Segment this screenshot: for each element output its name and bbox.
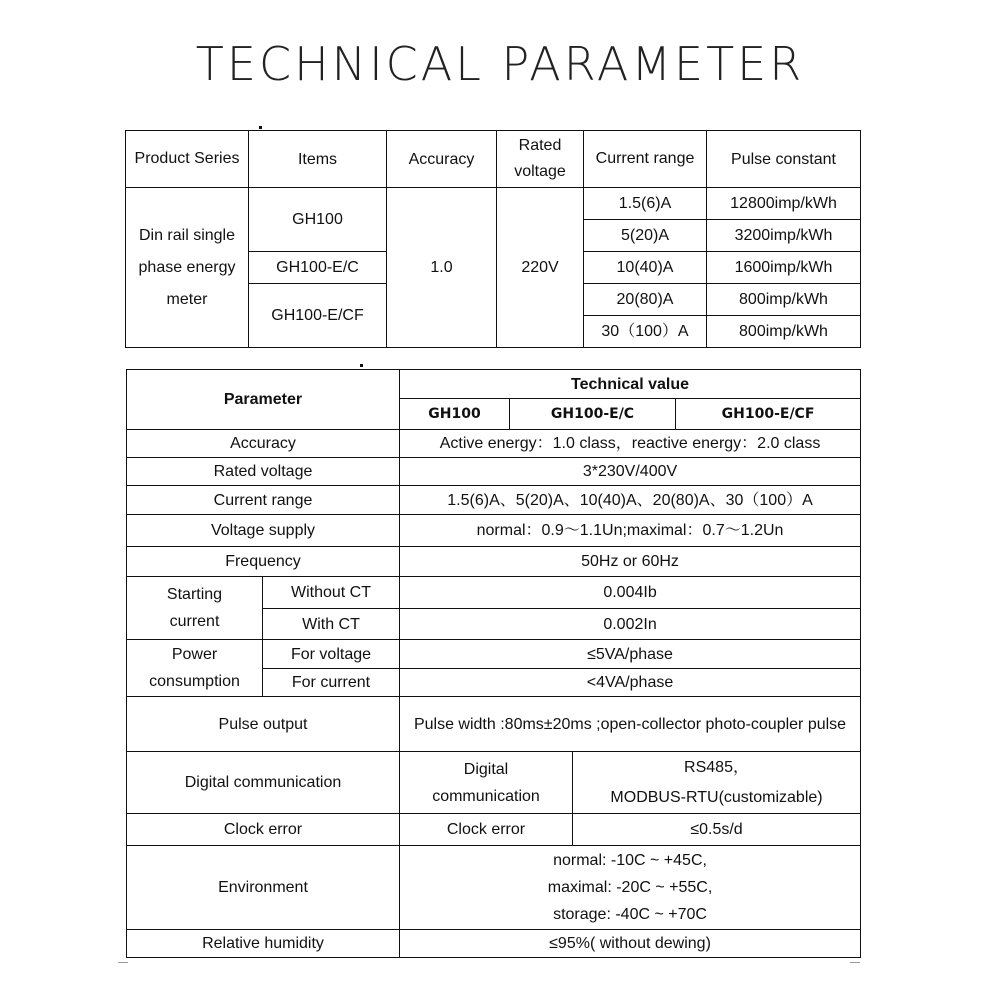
page-title: TECHNICAL PARAMETER — [195, 37, 805, 91]
table-row — [127, 697, 861, 752]
label-for-current: For current — [263, 669, 400, 697]
parameter-table — [126, 369, 861, 958]
label-clock-error: Clock error — [127, 814, 400, 846]
label-current-range: Current range — [127, 486, 400, 515]
current-range-cell: 1.5(6)A — [584, 188, 707, 220]
current-range-cell: 20(80)A — [584, 284, 707, 316]
label-voltage-supply: Voltage supply — [127, 515, 400, 547]
value-digital-communication — [573, 752, 861, 814]
label-accuracy: Accuracy — [127, 430, 400, 458]
pulse-constant-cell: 1600imp/kWh — [707, 252, 861, 284]
table-row — [126, 188, 861, 220]
value-for-current: <4VA/phase — [400, 669, 861, 697]
label-relative-humidity: Relative humidity — [127, 930, 400, 958]
table-row — [127, 547, 861, 577]
table-header-row — [126, 131, 861, 188]
label-power-consumption: Power consumption — [127, 640, 263, 697]
label-starting-current: Starting current — [127, 577, 263, 640]
current-range-cell: 5(20)A — [584, 220, 707, 252]
item-cell: GH100-E/C — [249, 252, 387, 284]
table-row — [127, 515, 861, 547]
current-range-cell: 30（100）A — [584, 316, 707, 348]
table-row — [127, 930, 861, 958]
label-frequency: Frequency — [127, 547, 400, 577]
value-clock-error: ≤0.5s/d — [573, 814, 861, 846]
accuracy-cell: 1.0 — [387, 188, 497, 348]
rated-voltage-cell: 220V — [497, 188, 584, 348]
table-row — [127, 846, 861, 930]
current-range-cell: 10(40)A — [584, 252, 707, 284]
header-technical-value: Technical value — [400, 370, 861, 399]
value-current-range: 1.5(6)A、5(20)A、10(40)A、20(80)A、30（100）A — [400, 486, 861, 515]
header-rated-voltage: Rated voltage — [497, 131, 584, 188]
table-row — [127, 458, 861, 486]
label-rated-voltage: Rated voltage — [127, 458, 400, 486]
item-cell: GH100 — [249, 188, 387, 252]
header-model-gh100-ecf: GH100-E/CF — [676, 399, 861, 430]
pulse-constant-cell: 12800imp/kWh — [707, 188, 861, 220]
decorative-dot — [360, 364, 363, 367]
value-accuracy: Active energy：1.0 class，reactive energy：2.0 class — [400, 430, 861, 458]
table-row — [127, 486, 861, 515]
value-env-maximal: maximal: -20C ~ +55C, — [547, 879, 713, 896]
decorative-dot — [259, 126, 262, 129]
header-model-gh100: GH100 — [400, 399, 510, 430]
header-pulse-constant: Pulse constant — [707, 131, 861, 188]
table-row — [127, 814, 861, 846]
value-env-normal: normal: -10C ~ +45C, — [553, 852, 707, 869]
label-pulse-output: Pulse output — [127, 697, 400, 752]
value-with-ct: 0.002In — [400, 609, 861, 640]
value-without-ct: 0.004Ib — [400, 577, 861, 609]
header-current-range: Current range — [584, 131, 707, 188]
sublabel-clock-error: Clock error — [400, 814, 573, 846]
crop-mark — [118, 962, 128, 963]
pulse-constant-cell: 800imp/kWh — [707, 316, 861, 348]
table-row — [127, 577, 861, 609]
table-header-row — [127, 370, 861, 399]
crop-mark — [850, 962, 860, 963]
product-series-cell: Din rail single phase energy meter — [126, 188, 249, 348]
header-model-gh100-ec: GH100-E/C — [510, 399, 676, 430]
value-voltage-supply: normal：0.9～1.1Un;maximal：0.7～1.2Un — [400, 515, 861, 547]
label-digital-communication: Digital communication — [127, 752, 400, 814]
item-cell: GH100-E/CF — [249, 284, 387, 348]
table-row — [127, 640, 861, 669]
value-pulse-output: Pulse width :80ms±20ms ;open-collector photo-coupler pulse — [400, 697, 861, 752]
value-modbus: MODBUS-RTU(customizable) — [610, 788, 823, 806]
header-parameter: Parameter — [127, 370, 400, 430]
value-env-storage: storage: -40C ~ +70C — [553, 906, 707, 923]
pulse-constant-cell: 3200imp/kWh — [707, 220, 861, 252]
label-environment: Environment — [127, 846, 400, 930]
label-without-ct: Without CT — [263, 577, 400, 609]
value-rs485: RS485， — [684, 758, 749, 776]
value-relative-humidity: ≤95%( without dewing) — [400, 930, 861, 958]
value-rated-voltage: 3*230V/400V — [400, 458, 861, 486]
header-product-series: Product Series — [126, 131, 249, 188]
value-for-voltage: ≤5VA/phase — [400, 640, 861, 669]
value-environment — [400, 846, 861, 930]
pulse-constant-cell: 800imp/kWh — [707, 284, 861, 316]
product-table — [125, 130, 861, 348]
sublabel-digital-communication: Digital communication — [400, 752, 573, 814]
label-for-voltage: For voltage — [263, 640, 400, 669]
header-items: Items — [249, 131, 387, 188]
label-with-ct: With CT — [263, 609, 400, 640]
table-row — [127, 430, 861, 458]
table-row — [127, 752, 861, 814]
header-accuracy: Accuracy — [387, 131, 497, 188]
value-frequency: 50Hz or 60Hz — [400, 547, 861, 577]
